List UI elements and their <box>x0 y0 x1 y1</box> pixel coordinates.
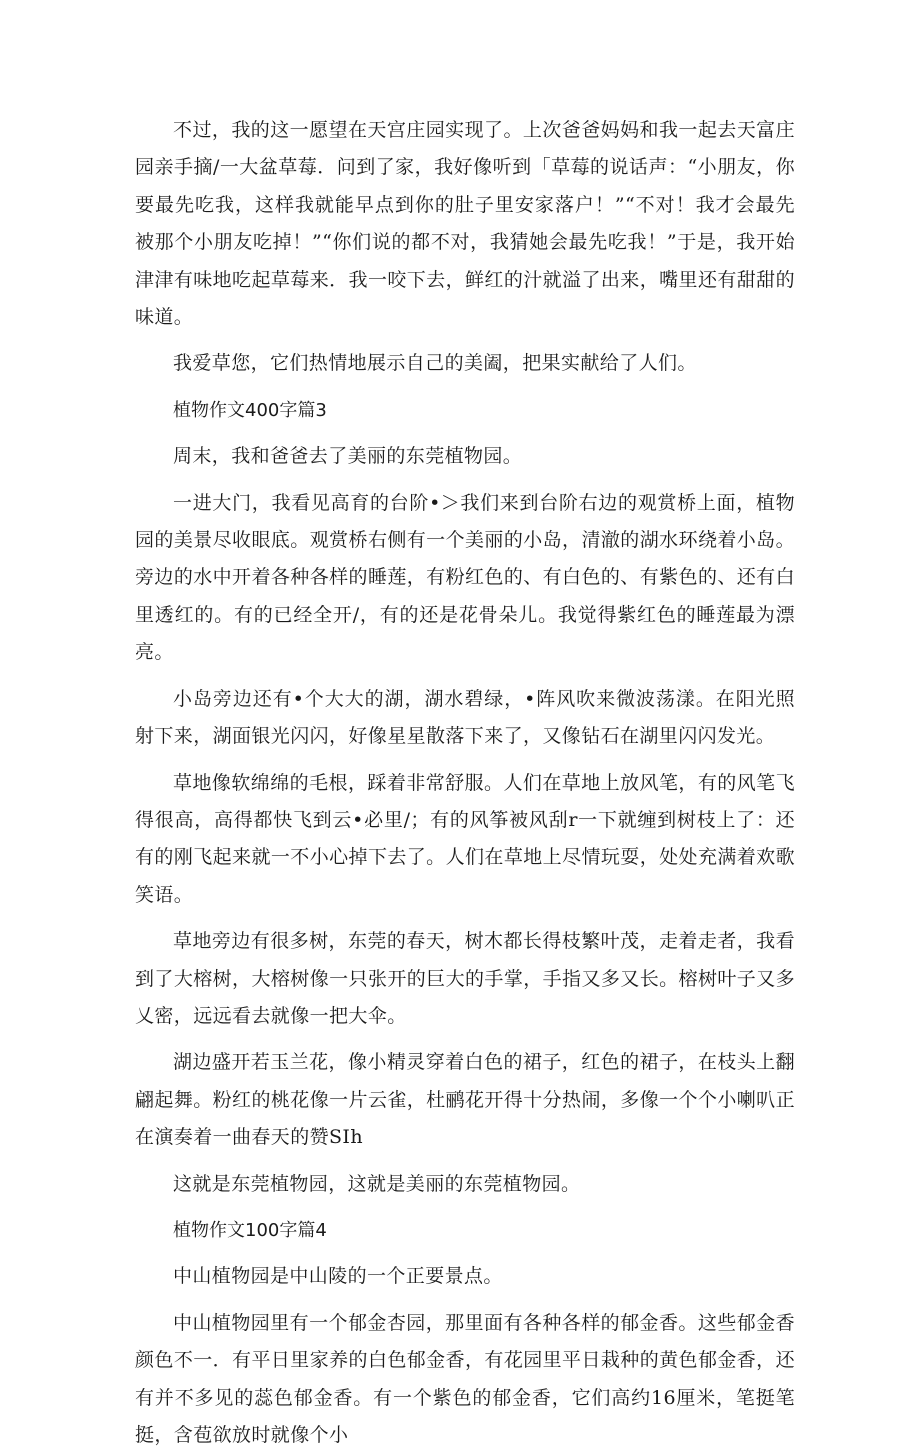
paragraph-lake: 小岛旁边还有•个大大的湖，湖水碧绿，•阵风吹来微波荡漾。在阳光照射下来，湖面银光闪闪，好像星星散落下来了，又像钻石在湖里闪闪发光。 <box>135 687 795 748</box>
paragraph-love-strawberries: 我爱草您，它们热情地展示自己的美阖，把果实献给了人们。 <box>173 352 697 375</box>
paragraph-zhongshan-intro: 中山植物园是中山陵的一个正要景点。 <box>173 1265 503 1288</box>
paragraph-gap <box>135 1296 795 1305</box>
paragraph-gap <box>135 429 795 438</box>
paragraph-kites: 草地像软绵绵的毛根，踩着非常舒服。人们在草地上放风笔，有的风笔飞得很高，高得都快飞到云•必里/；有的风筝被风刮r一下就缠到树枝上了：还有的刚飞起来就一不小心掉下去了。人们在草地上尽情玩耍，处处充满着欢歌笑语。 <box>135 771 795 906</box>
paragraph-entrance-view: 一进大门，我看见高育的台阶•＞我们来到台阶右边的观赏桥上面，植物园的美景尽收眼底。观赏桥右侧有一个美丽的小岛，清澈的湖水环绕着小岛。旁边的水中开着各种各样的睡莲，有粉红色的、有白色的、有紫色的、还有白里透红的。有的已经全开/，有的还是花骨朵儿。我觉得紫红色的睡莲最为漂亮。 <box>135 491 795 664</box>
paragraph-tulip-garden: 中山植物园里有一个郁金杏园，那里面有各种各样的郁金香。这些郁金香颜色不一．有平日里家养的白色郁金香，有花园里平日栽种的黄色郁金香，还有并不多见的蕊色郁金香。有一个紫色的郁金香，它们高约16厘米，笔挺笔挺，含苞欲放时就像个小 <box>135 1311 795 1446</box>
essay-heading-3: 植物作文400字篇3 <box>173 399 327 421</box>
paragraph-gap <box>135 336 795 345</box>
paragraph-gap <box>135 1249 795 1258</box>
paragraph-gap <box>135 1157 795 1166</box>
paragraph-gap <box>135 1035 795 1044</box>
paragraph-gap <box>135 672 795 681</box>
paragraph-flowers: 湖边盛开若玉兰花，像小精灵穿着白色的裙子，红色的裙子，在枝头上翻翩起舞。粉红的桃花像一片云雀，杜鹂花开得十分热闹，多像一个个小喇叭正在演奏着一曲春天的赞SIh <box>135 1051 795 1149</box>
paragraph-gap <box>135 914 795 923</box>
paragraph-gap <box>135 756 795 765</box>
paragraph-conclusion: 这就是东莞植物园，这就是美丽的东莞植物园。 <box>173 1172 581 1195</box>
paragraph-gap <box>135 476 795 485</box>
paragraph-banyan-tree: 草地旁边有很多树，东莞的春天，树木都长得枝繁叶茂，走着走者，我看到了大榕树，大榕树像一只张开的巨大的手掌，手指又多又长。榕树叶子又多乂密，远远看去就像一把大伞。 <box>135 930 795 1027</box>
paragraph-gap <box>135 1203 795 1212</box>
paragraph-weekend-trip: 周末，我和爸爸去了美丽的东莞植物园。 <box>173 445 523 468</box>
essay-heading-4: 植物作文100字篇4 <box>173 1219 327 1241</box>
document-body <box>135 112 795 1454</box>
paragraph-strawberry-garden: 不过，我的这一愿望在天宫庄园实现了。上次爸爸妈妈和我一起去天富庄园亲手摘/一大盆草莓．问到了家，我好像听到「草莓的说话声：“小朋友，你要最先吃我，这样我就能早点到你的肚子里安家落户！”“不对！我才会最先被那个小朋友吃掉！”“你们说的都不对，我猜她会最先吃我！”于是，我开始津津有味地吃起草莓来．我一咬下去，鲜红的汁就溢了出来，嘴里还有甜甜的味道。 <box>135 119 795 329</box>
paragraph-gap <box>135 383 795 392</box>
